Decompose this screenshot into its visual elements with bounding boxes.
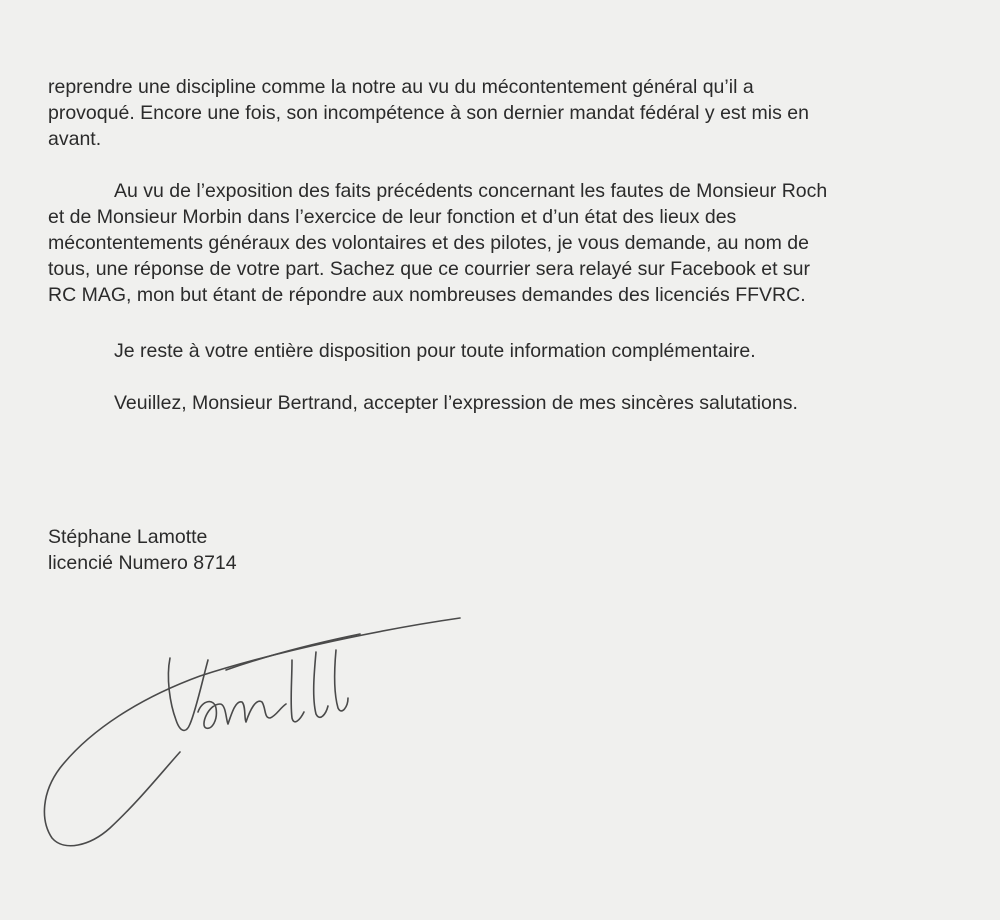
signatory-license-number: licencié Numero 8714 [48, 552, 237, 574]
signatory-name: Stéphane Lamotte [48, 526, 208, 548]
signature-t-stroke-1 [291, 660, 304, 722]
paragraph-closing [48, 390, 953, 416]
handwritten-signature-icon [30, 600, 470, 860]
signatory-block [48, 524, 237, 576]
paragraph-closing-text: Veuillez, Monsieur Bertrand, accepter l’expression de mes sincères salutations. [114, 392, 798, 414]
paragraph-availability [48, 338, 953, 364]
paragraph-facts-request [48, 178, 953, 308]
signature-t-stroke-2 [314, 652, 328, 717]
signature-initial-stroke [168, 658, 208, 730]
signature-strokes [44, 618, 460, 846]
signature-body-stroke [198, 701, 286, 728]
paragraph-facts-request-text: Au vu de l’exposition des faits précédents concernant les fautes de Monsieur Roch et de Monsieur Morbin dans l’exercice de leur fonction et d’un état des lieux des mécontentements généraux des volontaires et des pilotes, je vous demande, au nom de tous, une réponse de votre part. Sachez que ce courrier sera relayé sur Facebook et sur RC MAG, mon but étant de répondre aux nombreuses demandes des licenciés FFVRC. [48, 180, 828, 306]
paragraph-availability-text: Je reste à votre entière disposition pour toute information complémentaire. [114, 340, 756, 362]
signature-t-stroke-3 [335, 650, 348, 711]
paragraph-continuation: reprendre une discipline comme la notre au vu du mécontentement général qu’il a provoqué. Encore une fois, son incompétence à son dernier mandat fédéral y est mis en avant. [48, 76, 809, 150]
signature-swoosh [44, 618, 460, 846]
